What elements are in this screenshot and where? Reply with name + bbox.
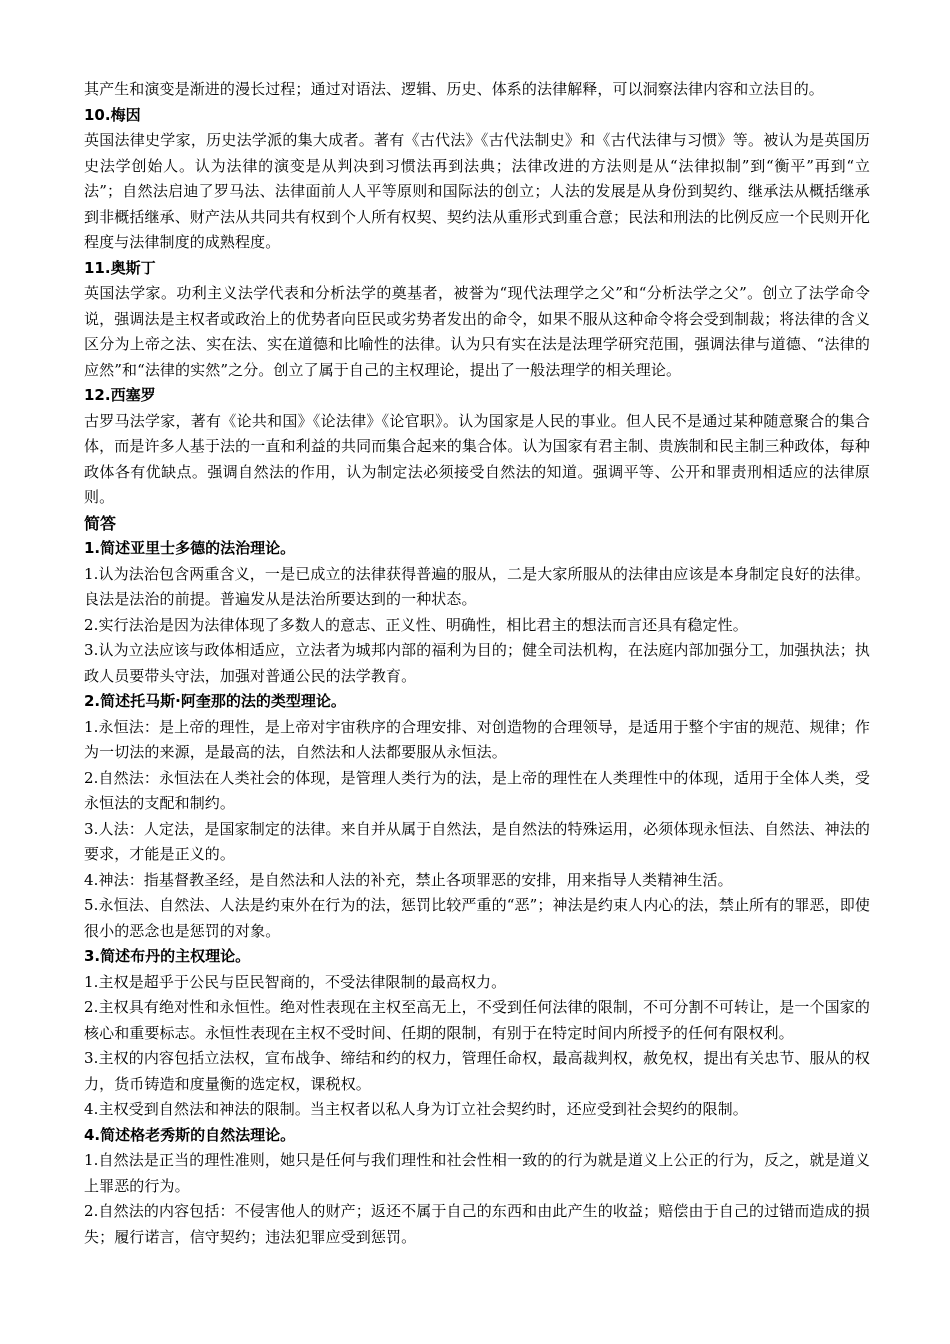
entry-heading-cicero: 12.西塞罗 [84,386,156,404]
question-heading-aristotle: 1.简述亚里士多德的法治理论。 [84,539,296,557]
question-heading-bodin: 3.简述布丹的主权理论。 [84,947,251,965]
entry-text-maine: 英国法律史学家，历史法学派的集大成者。著有《古代法》《古代法制史》和《古代法律与习惯》等。被认为是英国历史法学创始人。认为法律的演变是从判决到习惯法再到法典；法律改进的方法则是从“法律拟制”到“衡平”再到“立法”；自然法启迪了罗马法、法律面前人人平等原则和国际法的创立；人法的发展是从身份到契约、继承法从概括继承到非概括继承、财产法从共同共有权到个人所有权契、契约法从重形式到重合意；民法和刑法的比例反应一个民则开化程度与法律制度的成熟程度。 [84,131,870,251]
entry-heading-maine: 10.梅因 [84,105,141,124]
answer-item: 2.实行法治是因为法律体现了多数人的意志、正义性、明确性，相比君主的想法而言还具有稳定性。 [84,615,748,634]
answer-item: 2.自然法：永恒法在人类社会的体现，是管理人类行为的法，是上帝的理性在人类理性中的体现，适用于全体人类，受永恒法的支配和制约。 [84,768,870,812]
section-heading-short-answer: 简答 [84,513,117,533]
entry-text-cicero: 古罗马法学家，著有《论共和国》《论法律》《论官职》。认为国家是人民的事业。但人民不是通过某种随意聚合的集合体，而是许多人基于法的一直和利益的共同而集合起来的集合体。认为国家有君主制、贵族制和民主制三种政体，每种政体各有优缺点。强调自然法的作用，认为制定法必须接受自然法的知道。强调平等、公开和罪责刑相适应的法律原则。 [84,411,870,506]
answer-item: 3.主权的内容包括立法权，宣布战争、缔结和约的权力，管理任命权，最高裁判权，赦免权，提出有关忠节、服从的权力，货币铸造和度量衡的选定权，课税权。 [84,1049,870,1093]
answer-item: 4.神法：指基督教圣经，是自然法和人法的补充，禁止各项罪恶的安排，用来指导人类精神生活。 [84,870,733,889]
question-heading-aquinas: 2.简述托马斯·阿奎那的法的类型理论。 [84,692,346,710]
answer-item: 1.主权是超乎于公民与臣民智商的，不受法律限制的最高权力。 [84,972,507,991]
entry-heading-austin: 11.奥斯丁 [84,258,156,277]
answer-item: 1.永恒法：是上帝的理性，是上帝对宇宙秩序的合理安排、对创造物的合理领导，是适用于整个宇宙的规范、规律；作为一切法的来源，是最高的法，自然法和人法都要服从永恒法。 [84,717,870,761]
answer-item: 2.自然法的内容包括：不侵害他人的财产；返还不属于自己的东西和由此产生的收益；赔偿由于自己的过错而造成的损失；履行诺言，信守契约；违法犯罪应受到惩罚。 [84,1202,870,1246]
continued-paragraph: 其产生和演变是渐进的漫长过程；通过对语法、逻辑、历史、体系的法律解释，可以洞察法律内容和立法目的。 [84,80,824,98]
question-heading-grotius: 4.简述格老秀斯的自然法理论。 [84,1125,296,1144]
answer-item: 5.永恒法、自然法、人法是约束外在行为的法，惩罚比较严重的“恶”；神法是约束人内心的法，禁止所有的罪恶，即使很小的恶念也是惩罚的对象。 [84,896,870,940]
answer-item: 1.自然法是正当的理性准则，她只是任何与我们理性和社会性相一致的的行为就是道义上公正的行为，反之，就是道义上罪恶的行为。 [84,1151,870,1195]
answer-item: 4.主权受到自然法和神法的限制。当主权者以私人身为订立社会契约时，还应受到社会契约的限制。 [84,1100,748,1118]
answer-item: 3.认为立法应该与政体相适应，立法者为城邦内部的福利为目的；健全司法机构，在法庭内部加强分工，加强执法；执政人员要带头守法，加强对普通公民的法学教育。 [84,641,870,685]
entry-text-austin: 英国法学家。功利主义法学代表和分析法学的奠基者，被誉为“现代法理学之父”和“分析法学之父”。创立了法学命令说，强调法是主权者或政治上的优势者向臣民或劣势者发出的命令，如果不服从这种命令将会受到制裁；将法律的含义区分为上帝之法、实在法、实在道德和比喻性的法律。认为只有实在法是法理学研究范围，强调法律与道德、“法律的应然”和“法律的实然”之分。创立了属于自己的主权理论，提出了一般法理学的相关理论。 [84,284,870,379]
answer-item: 3.人法：人定法，是国家制定的法律。来自并从属于自然法，是自然法的特殊运用，必须体现永恒法、自然法、神法的要求，才能是正义的。 [84,819,870,863]
answer-item: 2.主权具有绝对性和永恒性。绝对性表现在主权至高无上，不受到任何法律的限制，不可分割不可转让，是一个国家的核心和重要标志。永恒性表现在主权不受时间、任期的限制，有别于在特定时间内所授予的任何有限权利。 [84,998,870,1042]
answer-item: 1.认为法治包含两重含义，一是已成立的法律获得普遍的服从，二是大家所服从的法律由应该是本身制定良好的法律。良法是法治的前提。普遍发从是法治所要达到的一种状态。 [84,564,870,608]
